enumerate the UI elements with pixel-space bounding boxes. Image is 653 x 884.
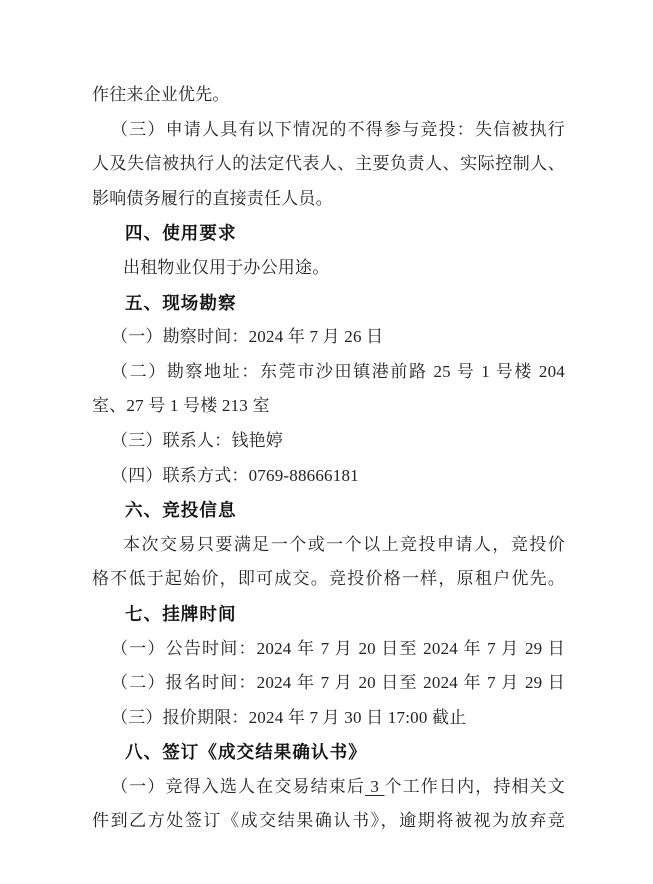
text-line bbox=[111, 355, 565, 390]
text-segment: （三）申请人具有以下情况的不得参与竞投：失信被执行 bbox=[111, 119, 565, 139]
text-line bbox=[111, 424, 565, 459]
text-line bbox=[92, 147, 565, 182]
text-segment: （二）勘察地址：东莞市沙田镇港前路 25 号 1 号楼 204 bbox=[111, 361, 565, 381]
text-segment: 格不低于起始价，即可成交。竞投价格一样，原租户优先。 bbox=[92, 569, 565, 589]
text-line bbox=[123, 528, 565, 563]
section-heading bbox=[125, 735, 565, 770]
section-heading bbox=[125, 493, 565, 528]
text-segment: （三）联系人：钱艳婷 bbox=[111, 430, 283, 450]
section-heading bbox=[125, 597, 565, 632]
text-segment: 室、27 号 1 号楼 213 室 bbox=[92, 396, 270, 416]
text-segment: 出租物业仅用于办公用途。 bbox=[123, 257, 330, 277]
text-line bbox=[92, 389, 565, 424]
text-segment: （一）公告时间：2024 年 7 月 20 日至 2024 年 7 月 29 日 bbox=[111, 638, 565, 658]
section-heading bbox=[125, 216, 565, 251]
text-segment: （一）竞得入选人在交易结束后 bbox=[111, 776, 366, 796]
text-line bbox=[111, 113, 565, 148]
text-segment: （三）报价期限：2024 年 7 月 30 日 17:00 截止 bbox=[111, 707, 467, 727]
text-segment: 本次交易只要满足一个或一个以上竞投申请人，竞投价 bbox=[123, 534, 565, 554]
text-line bbox=[92, 804, 565, 839]
text-segment: 个工作日内，持相关文 bbox=[384, 776, 566, 796]
text-segment: 八、签订《成交结果确认书》 bbox=[125, 742, 367, 763]
text-segment: 四、使用要求 bbox=[125, 223, 237, 244]
text-segment: （一）勘察时间：2024 年 7 月 26 日 bbox=[111, 327, 384, 347]
underlined-text: 3 bbox=[365, 776, 385, 796]
document-content bbox=[92, 78, 565, 839]
text-line bbox=[92, 78, 565, 113]
text-line bbox=[123, 251, 565, 286]
text-line bbox=[111, 459, 565, 494]
text-line bbox=[92, 562, 565, 597]
text-segment: 件到乙方处签订《成交结果确认书》，逾期将被视为放弃竞 bbox=[92, 811, 565, 831]
text-segment: 影响债务履行的直接责任人员。 bbox=[92, 188, 333, 208]
text-line bbox=[111, 666, 565, 701]
text-line bbox=[111, 632, 565, 667]
text-segment: （二）报名时间：2024 年 7 月 20 日至 2024 年 7 月 29 日 bbox=[111, 673, 565, 693]
text-segment: 人及失信被执行人的法定代表人、主要负责人、实际控制人、 bbox=[92, 154, 565, 174]
text-line bbox=[111, 320, 565, 355]
section-heading bbox=[125, 286, 565, 321]
text-line bbox=[111, 701, 565, 736]
text-segment: 六、竞投信息 bbox=[125, 500, 237, 521]
text-segment: （四）联系方式：0769-88666181 bbox=[111, 465, 359, 485]
text-line bbox=[111, 770, 565, 805]
text-segment: 七、挂牌时间 bbox=[125, 603, 237, 624]
text-line bbox=[92, 182, 565, 217]
text-segment: 五、现场勘察 bbox=[125, 292, 237, 313]
text-segment: 作往来企业优先。 bbox=[92, 85, 230, 104]
